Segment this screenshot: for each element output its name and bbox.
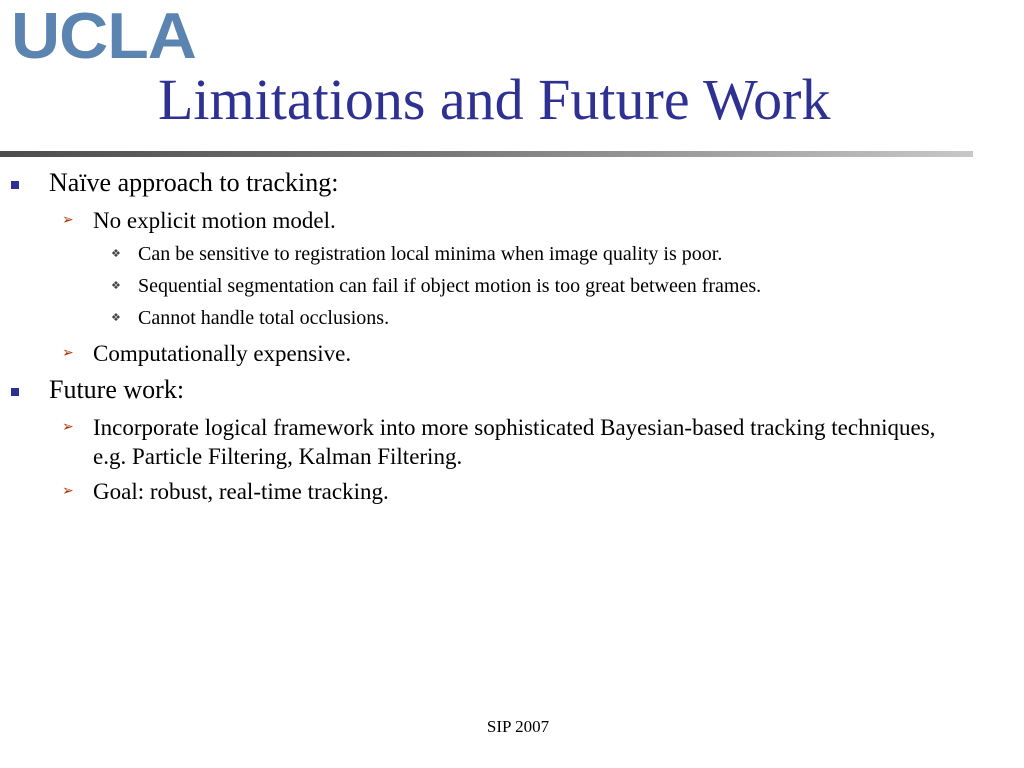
diamond-bullet-icon: ❖ xyxy=(111,311,121,324)
sub-bullet-expensive xyxy=(0,339,1024,368)
arrow-bullet-icon: ➢ xyxy=(62,483,74,499)
arrow-bullet-icon: ➢ xyxy=(62,419,74,435)
arrow-bullet-icon: ➢ xyxy=(62,212,74,228)
diamond-bullet-icon: ❖ xyxy=(111,247,121,260)
square-bullet-icon xyxy=(11,388,19,396)
ucla-logo: UCLA xyxy=(11,0,196,73)
detail-segmentation xyxy=(0,273,1024,299)
detail-text: Cannot handle total occlusions. xyxy=(138,307,390,329)
bullet-text: Future work: xyxy=(49,375,185,404)
slide-title: Limitations and Future Work xyxy=(158,67,831,132)
slide-footer: SIP 2007 xyxy=(486,717,550,736)
detail-text: Can be sensitive to registration local minima when image quality is poor. xyxy=(138,243,723,265)
sub-bullet-goal xyxy=(0,477,1024,506)
bullet-naive-approach xyxy=(0,167,1024,199)
square-bullet-icon xyxy=(11,181,19,189)
sub-bullet-incorporate xyxy=(0,413,1024,471)
title-divider xyxy=(0,151,973,157)
diamond-bullet-icon: ❖ xyxy=(111,279,121,292)
bullet-text: Naïve approach to tracking: xyxy=(49,168,339,197)
bullet-future-work xyxy=(0,374,1024,406)
sub-bullet-text: No explicit motion model. xyxy=(93,208,336,233)
detail-registration xyxy=(0,241,1024,267)
sub-bullet-text: Goal: robust, real-time tracking. xyxy=(93,479,389,504)
arrow-bullet-icon: ➢ xyxy=(62,345,74,361)
detail-occlusions xyxy=(0,305,1024,331)
sub-bullet-motion-model xyxy=(0,206,1024,235)
slide-content xyxy=(0,167,1024,506)
sub-bullet-text: Computationally expensive. xyxy=(93,341,352,366)
sub-bullet-text: Incorporate logical framework into more sophisticated Bayesian-based tracking techniques, e.g. Particle Filtering, Kalman Filtering. xyxy=(93,415,936,469)
detail-text: Sequential segmentation can fail if object motion is too great between frames. xyxy=(138,275,762,297)
